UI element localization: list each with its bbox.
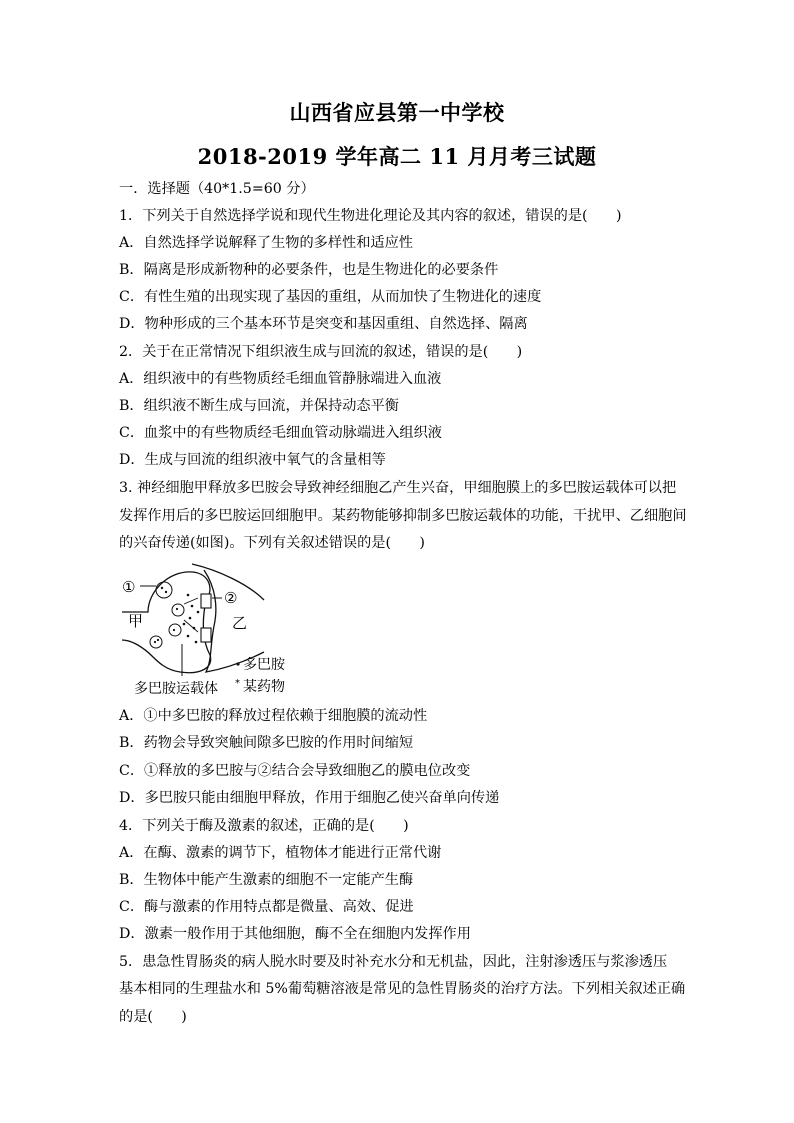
- question-1-option-a: A．自然选择学说解释了生物的多样性和适应性: [119, 235, 413, 251]
- label-1: ①: [122, 578, 136, 596]
- question-2-option-c: C．血浆中的有些物质经毛细血管动脉端进入组织液: [119, 425, 442, 441]
- question-3-option-b: B．药物会导致突触间隙多巴胺的作用时间缩短: [119, 735, 414, 751]
- question-3-option-a: A．①中多巴胺的释放过程依赖于细胞膜的流动性: [119, 708, 428, 724]
- question-4-option-a: A．在酶、激素的调节下，植物体才能进行正常代谢: [119, 845, 442, 861]
- carrier-label: 多巴胺运载体: [134, 681, 218, 697]
- legend-drug-mark: *: [235, 678, 240, 689]
- question-4-option-c: C．酶与激素的作用特点都是微量、高效、促进: [119, 899, 414, 915]
- question-1-stem: 1．下列关于自然选择学说和现代生物进化理论及其内容的叙述，错误的是( ): [119, 208, 622, 224]
- question-1-option-d: D．物种形成的三个基本环节是突变和基因重组、自然选择、隔离: [119, 316, 528, 332]
- legend-dopamine: 多巴胺: [243, 657, 285, 673]
- question-5-stem-line-2: 基本相同的生理盐水和 5%葡萄糖溶液是常见的急性胃肠炎的治疗方法。下列相关叙述正确: [119, 981, 686, 997]
- school-title: 山西省应县第一中学校: [289, 100, 505, 125]
- cell-a-label: 甲: [128, 612, 144, 630]
- question-3-stem-line-3: 的兴奋传递(如图)。下列有关叙述错误的是( ): [119, 535, 425, 551]
- cell-b-label: 乙: [232, 614, 248, 632]
- question-4-option-d: D．激素一般作用于其他细胞，酶不全在细胞内发挥作用: [119, 926, 471, 942]
- question-5-stem-line-1: 5．患急性胃肠炎的病人脱水时要及时补充水分和无机盐，因此，注射渗透压与浆渗透压: [119, 954, 668, 970]
- exam-title: 2018-2019 学年高二 11 月月考三试题: [197, 144, 597, 169]
- section-heading: 一．选择题（40*1.5=60 分）: [119, 181, 315, 197]
- question-4-option-b: B．生物体中能产生激素的细胞不一定能产生酶: [119, 872, 414, 888]
- question-1-option-c: C．有性生殖的出现实现了基因的重组，从而加快了生物进化的速度: [119, 289, 542, 305]
- legend-drug: 某药物: [243, 679, 285, 695]
- question-3-option-c: C．①释放的多巴胺与②结合会导致细胞乙的膜电位改变: [119, 763, 471, 779]
- receptor: [201, 594, 211, 608]
- question-3-option-d: D．多巴胺只能由细胞甲释放，作用于细胞乙使兴奋单向传递: [119, 790, 500, 806]
- question-2-option-a: A．组织液中的有些物质经毛细血管静脉端进入血液: [119, 371, 442, 387]
- receptor: [201, 628, 211, 642]
- question-3-stem-line-1: 3. 神经细胞甲释放多巴胺会导致神经细胞乙产生兴奋，甲细胞膜上的多巴胺运载体可以把: [119, 480, 677, 496]
- label-2: ②: [224, 589, 238, 607]
- synapse-figure: [118, 560, 298, 700]
- question-2-option-b: B．组织液不断生成与回流，并保持动态平衡: [119, 398, 399, 414]
- vesicle: [156, 582, 172, 598]
- question-2-stem: 2．关于在正常情况下组织液生成与回流的叙述，错误的是( ): [119, 344, 523, 360]
- vesicle: [172, 604, 184, 616]
- question-4-stem: 4．下列关于酶及激素的叙述，正确的是( ): [119, 818, 409, 834]
- question-1-option-b: B．隔离是形成新物种的必要条件，也是生物进化的必要条件: [119, 262, 499, 278]
- question-3-stem-line-2: 发挥作用后的多巴胺运回细胞甲。某药物能够抑制多巴胺运载体的功能，干扰甲、乙细胞间: [119, 508, 687, 524]
- question-5-stem-line-3: 的是( ): [119, 1009, 187, 1025]
- question-2-option-d: D．生成与回流的组织液中氧气的含量相等: [119, 452, 386, 468]
